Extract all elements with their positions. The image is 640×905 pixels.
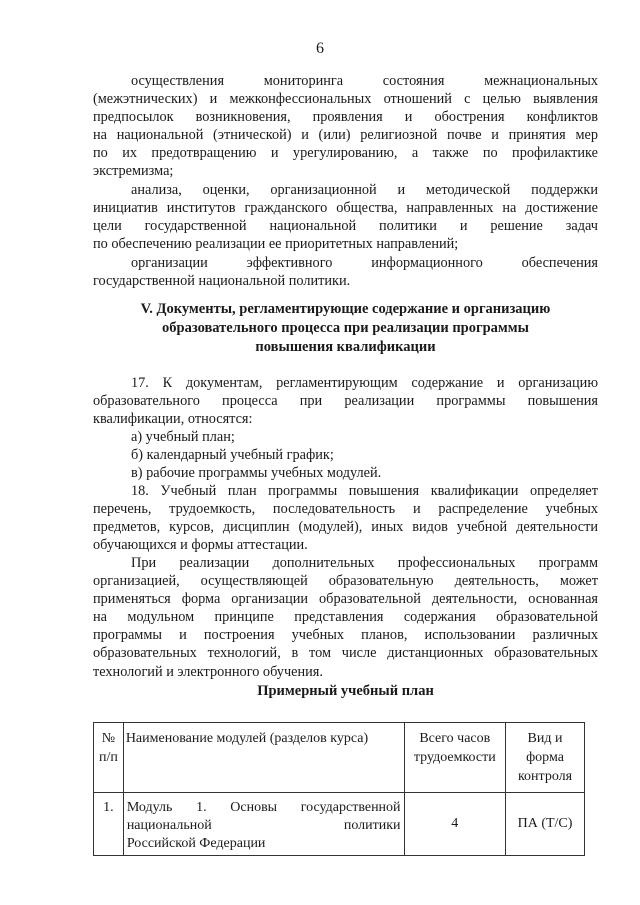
cell-line: Модуль 1. Основы государственной <box>126 800 401 815</box>
text-line: инициатив институтов гражданского общества, направленных на достижение <box>93 200 598 217</box>
header-text: Всего часов <box>419 731 491 746</box>
paragraph-monitoring <box>93 72 598 181</box>
text-line: программы и построения учебных планов, использовании различных <box>93 627 598 644</box>
list-item-c <box>93 464 598 482</box>
header-text: форма <box>526 750 564 765</box>
text-line: экстремизма; <box>93 163 174 180</box>
header-control <box>506 723 585 793</box>
text-line: (межэтнических) и межконфессиональных отношений с целью выявления <box>93 91 598 108</box>
text-line: 18. Учебный план программы повышения квалификации определяет <box>131 483 598 499</box>
header-text: Наименование модулей (разделов курса) <box>125 731 369 746</box>
header-text: контроля <box>517 769 573 784</box>
list-item-b <box>93 446 598 464</box>
section-title-line: образовательного процесса при реализации программы <box>162 320 529 336</box>
text-line: образовательного процесса при реализации программы повышения <box>93 393 598 410</box>
text-line: на национальной (этнической) и (или) религиозной почве и принятия мер <box>93 127 598 144</box>
text-line: организации эффективного информационного обеспечения <box>131 255 598 271</box>
text-line: осуществления мониторинга состояния межнациональных <box>131 73 598 89</box>
text-line: технологий и электронного обучения. <box>93 663 323 680</box>
text-line: по обеспечению реализации ее приоритетных направлений; <box>93 236 459 253</box>
row-control: ПА (Т/С) <box>506 793 585 856</box>
page-number: 6 <box>316 40 324 57</box>
text-line: в) рабочие программы учебных модулей. <box>131 465 382 481</box>
row-hours: 4 <box>404 793 505 856</box>
text-line: б) календарный учебный график; <box>131 447 334 463</box>
paragraph-modular <box>93 554 598 681</box>
text-line: предпосылок возникновения, проявления и обострения конфликтов <box>93 109 598 126</box>
cell-line: национальной политики <box>126 818 401 833</box>
text-line: государственной национальной политики. <box>93 273 351 290</box>
text-line: анализа, оценки, организационной и методической поддержки <box>131 182 598 198</box>
header-number <box>94 723 124 793</box>
study-plan-table <box>93 722 585 856</box>
paragraph-information <box>93 254 598 290</box>
text-line: 17. К документам, регламентирующим содержание и организацию <box>131 375 598 391</box>
row-module-name <box>123 793 404 856</box>
item-18 <box>93 482 598 554</box>
table-row <box>94 793 585 856</box>
item-17 <box>93 374 598 428</box>
paragraph-analysis <box>93 181 598 253</box>
text-line: цели государственной национальной политики и решение задач <box>93 218 598 235</box>
row-number: 1. <box>94 793 124 856</box>
header-text: трудоемкости <box>413 750 496 765</box>
cell-line: Российской Федерации <box>126 836 266 851</box>
text-line: применяться форма организации образовательной деятельности, основанная <box>93 591 598 608</box>
section-title <box>93 300 598 357</box>
section-title-line: V. Документы, регламентирующие содержание и организацию <box>140 301 551 317</box>
header-hours <box>404 723 505 793</box>
header-text: № <box>101 731 116 746</box>
header-module-name <box>123 723 404 793</box>
text-line: на модульном принципе представления содержания образовательной <box>93 609 598 626</box>
text-line: предметов, курсов, дисциплин (модулей), иных видов учебной деятельности <box>93 519 598 536</box>
table-header-row <box>94 723 585 793</box>
plan-title: Примерный учебный план <box>257 683 434 699</box>
text-line: по их предотвращению и урегулированию, а также по профилактике <box>93 145 598 162</box>
text-line: квалификации, относятся: <box>93 411 253 428</box>
list-item-a <box>93 428 598 446</box>
header-text: Вид и <box>527 731 563 746</box>
text-line: образовательных технологий, в том числе дистанционных образовательных <box>93 645 598 662</box>
text-line: перечень, трудоемкость, последовательность и распределение учебных <box>93 501 598 518</box>
section-title-line: повышения квалификации <box>255 339 436 355</box>
header-text: п/п <box>98 750 118 765</box>
text-line: организацией, осуществляющей образовательную деятельность, может <box>93 573 598 590</box>
text-line: а) учебный план; <box>131 429 235 445</box>
text-line: При реализации дополнительных профессиональных программ <box>131 555 598 571</box>
text-line: обучающихся и формы аттестации. <box>93 537 308 554</box>
